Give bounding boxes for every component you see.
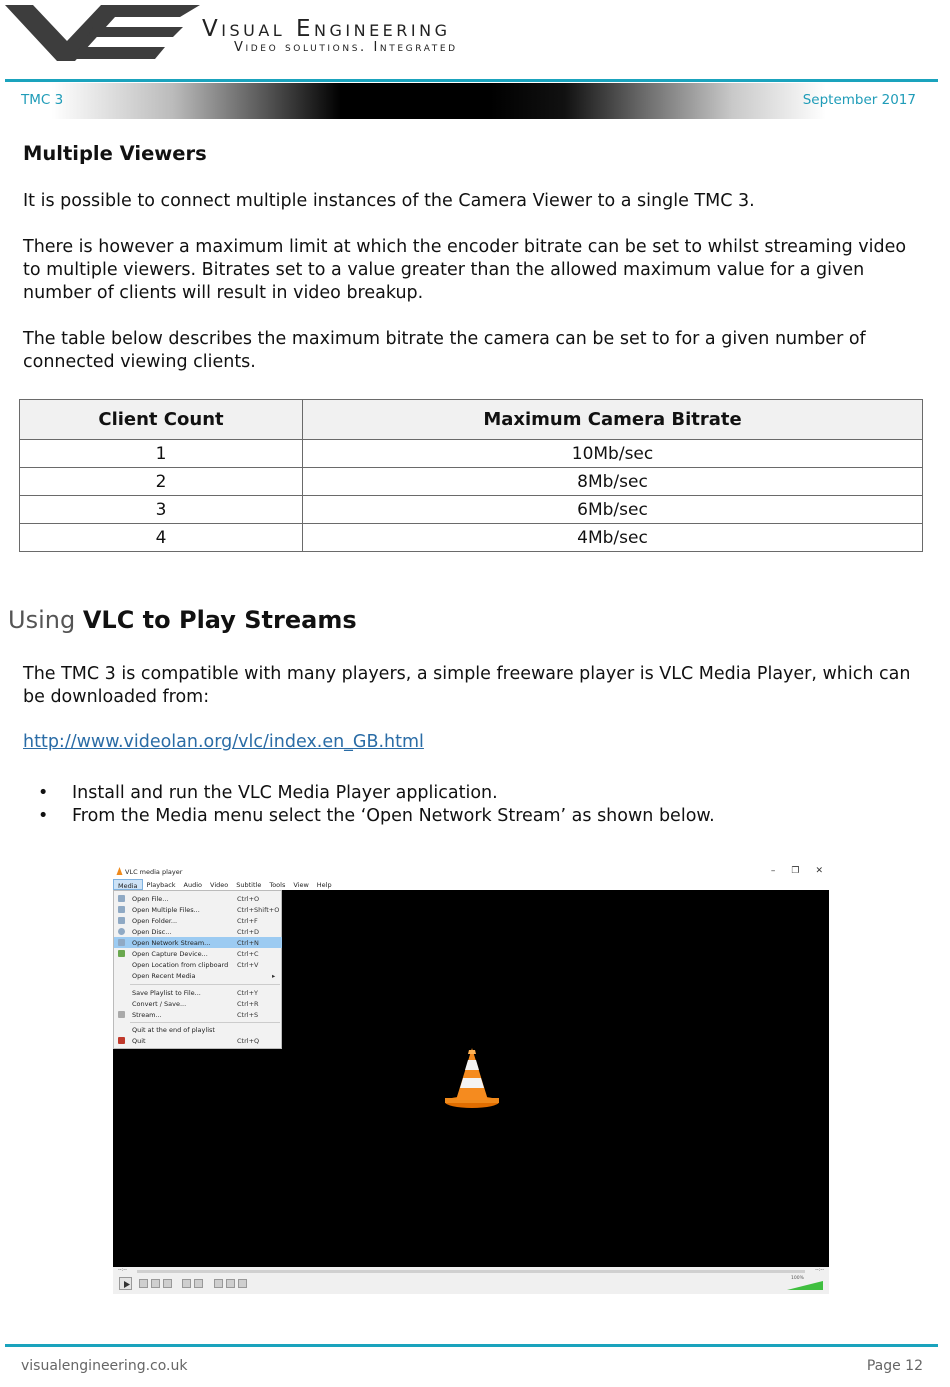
menu-item-shortcut: Ctrl+R	[237, 1000, 259, 1008]
paragraph-intro: It is possible to connect multiple instances of the Camera Viewer to a single TMC 3.	[23, 191, 755, 211]
vlc-screenshot	[113, 864, 829, 1294]
menu-item-shortcut: Ctrl+C	[237, 950, 259, 958]
files-icon	[118, 906, 125, 913]
total-time: --:--	[815, 1267, 824, 1273]
bitrate-cell: 4Mb/sec	[303, 524, 923, 552]
table-header-row	[20, 400, 923, 440]
menu-item-label: Quit	[132, 1037, 146, 1045]
menu-subtitle[interactable]: Subtitle	[236, 881, 262, 889]
client-count-cell: 1	[20, 440, 303, 468]
menu-view[interactable]: View	[293, 881, 309, 889]
disc-icon	[118, 928, 125, 935]
menu-separator	[130, 984, 280, 985]
menu-item-label: Save Playlist to File...	[132, 989, 201, 997]
menu-item-open-location-clipboard[interactable]	[114, 959, 282, 970]
menu-item-label: Open Capture Device...	[132, 950, 208, 958]
client-count-cell: 2	[20, 468, 303, 496]
vlc-download-link[interactable]: http://www.videolan.org/vlc/index.en_GB.html	[23, 732, 424, 752]
vlc-controls-bar	[113, 1267, 829, 1294]
list-item	[38, 782, 715, 805]
brand-name: Visual Engineering	[202, 16, 451, 42]
fullscreen-button[interactable]	[182, 1279, 191, 1288]
menu-item-shortcut: Ctrl+N	[237, 939, 259, 947]
visual-engineering-logo	[5, 3, 200, 63]
menu-tools[interactable]: Tools	[269, 881, 286, 889]
menu-audio[interactable]: Audio	[183, 881, 203, 889]
menu-item-open-file[interactable]	[114, 893, 282, 904]
instruction-list	[38, 782, 715, 828]
menu-item-shortcut: Ctrl+Q	[237, 1037, 260, 1045]
heading-light-part: Using	[8, 606, 76, 634]
play-icon	[120, 1278, 133, 1291]
quit-icon	[118, 1037, 125, 1044]
footer-divider	[5, 1344, 938, 1347]
vlc-cone-icon	[116, 867, 123, 875]
header-band	[5, 83, 938, 119]
menu-playback[interactable]: Playback	[146, 881, 176, 889]
folder-icon	[118, 917, 125, 924]
section-heading-multiple-viewers: Multiple Viewers	[23, 142, 207, 165]
vlc-title-bar	[113, 864, 829, 879]
menu-video[interactable]: Video	[210, 881, 229, 889]
play-button[interactable]	[119, 1277, 132, 1290]
list-item-text: From the Media menu select the ‘Open Network Stream’ as shown below.	[72, 806, 715, 826]
menu-item-stream[interactable]	[114, 1009, 282, 1020]
paragraph-vlc-intro: The TMC 3 is compatible with many players, a simple freeware player is VLC Media Player, which can be downloaded from:	[23, 664, 911, 707]
menu-item-label: Open Disc...	[132, 928, 172, 936]
menu-item-shortcut: Ctrl+Shift+O	[237, 906, 280, 914]
menu-item-save-playlist[interactable]	[114, 987, 282, 998]
minimize-icon[interactable]: –	[770, 866, 776, 876]
volume-fill	[787, 1281, 823, 1290]
menu-item-open-folder[interactable]	[114, 915, 282, 926]
previous-button[interactable]	[139, 1279, 148, 1288]
menu-separator	[130, 1022, 280, 1023]
table-row	[20, 440, 923, 468]
menu-item-label: Open Location from clipboard	[132, 961, 229, 969]
menu-item-quit[interactable]	[114, 1035, 282, 1046]
menu-item-shortcut: Ctrl+D	[237, 928, 260, 936]
extended-settings-button[interactable]	[194, 1279, 203, 1288]
menu-item-open-disc[interactable]	[114, 926, 282, 937]
table-row	[20, 468, 923, 496]
bitrate-cell: 6Mb/sec	[303, 496, 923, 524]
client-count-cell: 3	[20, 496, 303, 524]
menu-item-convert-save[interactable]	[114, 998, 282, 1009]
volume-label: 100%	[791, 1276, 804, 1281]
seek-bar[interactable]	[137, 1270, 805, 1273]
network-icon	[118, 939, 125, 946]
menu-item-label: Open File...	[132, 895, 169, 903]
bitrate-table	[19, 399, 923, 552]
menu-item-label: Open Folder...	[132, 917, 178, 925]
menu-item-shortcut: Ctrl+O	[237, 895, 260, 903]
menu-item-label: Quit at the end of playlist	[132, 1026, 215, 1034]
paragraph-table-description: The table below describes the maximum bitrate the camera can be set to for a given number of connected viewing clients.	[23, 329, 866, 372]
column-header-client-count: Client Count	[20, 400, 303, 440]
menu-item-shortcut: Ctrl+V	[237, 961, 259, 969]
menu-item-quit-end-playlist[interactable]	[114, 1024, 282, 1035]
column-header-max-bitrate: Maximum Camera Bitrate	[303, 400, 923, 440]
bitrate-cell: 10Mb/sec	[303, 440, 923, 468]
menu-item-open-multiple-files[interactable]	[114, 904, 282, 915]
restore-icon[interactable]: ❐	[791, 866, 800, 876]
menu-item-open-capture-device[interactable]	[114, 948, 282, 959]
media-dropdown-menu	[113, 890, 282, 1049]
stop-button[interactable]	[151, 1279, 160, 1288]
brand-tagline: Video solutions. Integrated	[234, 40, 458, 55]
volume-slider[interactable]	[787, 1281, 823, 1290]
close-icon[interactable]: ✕	[815, 866, 823, 876]
menu-item-shortcut: Ctrl+S	[237, 1011, 259, 1019]
menu-item-label: Open Multiple Files...	[132, 906, 200, 914]
bitrate-cell: 8Mb/sec	[303, 468, 923, 496]
list-item	[38, 805, 715, 828]
file-icon	[118, 895, 125, 902]
menu-item-label: Convert / Save...	[132, 1000, 187, 1008]
footer-website: visualengineering.co.uk	[21, 1358, 188, 1374]
submenu-arrow-icon: ▸	[272, 972, 276, 980]
menu-item-label: Stream...	[132, 1011, 162, 1019]
menu-help[interactable]: Help	[316, 881, 332, 889]
heading-bold-part: VLC to Play Streams	[82, 606, 357, 634]
paragraph-limit: There is however a maximum limit at which the encoder bitrate can be set to whilst streaming video to multiple viewers. Bitrates set to a value greater than the allowed maximum value for a given number of clients will result in video breakup.	[23, 237, 907, 303]
footer-page-number: Page 12	[866, 1358, 923, 1374]
menu-item-open-recent-media[interactable]	[114, 970, 282, 981]
menu-item-shortcut: Ctrl+Y	[237, 989, 258, 997]
menu-item-label: Open Network Stream...	[132, 939, 211, 947]
vlc-menubar	[113, 879, 829, 890]
table-row	[20, 496, 923, 524]
playlist-button[interactable]	[214, 1279, 223, 1288]
elapsed-time: --:--	[118, 1267, 127, 1273]
header-divider	[5, 79, 938, 82]
menu-item-label: Open Recent Media	[132, 972, 196, 980]
menu-item-open-network-stream[interactable]	[114, 937, 282, 948]
stream-icon	[118, 1011, 125, 1018]
vlc-window-title: VLC media player	[125, 868, 183, 876]
bullet-icon: •	[38, 806, 49, 826]
shuffle-button[interactable]	[238, 1279, 247, 1288]
next-button[interactable]	[163, 1279, 172, 1288]
capture-device-icon	[118, 950, 125, 957]
menu-media[interactable]: Media	[113, 879, 143, 890]
document-name: TMC 3	[21, 92, 64, 108]
section-heading-vlc	[8, 606, 357, 634]
document-date: September 2017	[802, 92, 916, 108]
loop-button[interactable]	[226, 1279, 235, 1288]
table-row	[20, 524, 923, 552]
client-count-cell: 4	[20, 524, 303, 552]
menu-item-shortcut: Ctrl+F	[237, 917, 258, 925]
list-item-text: Install and run the VLC Media Player application.	[72, 783, 498, 803]
bullet-icon: •	[38, 783, 49, 803]
vlc-cone-logo	[443, 1046, 501, 1110]
